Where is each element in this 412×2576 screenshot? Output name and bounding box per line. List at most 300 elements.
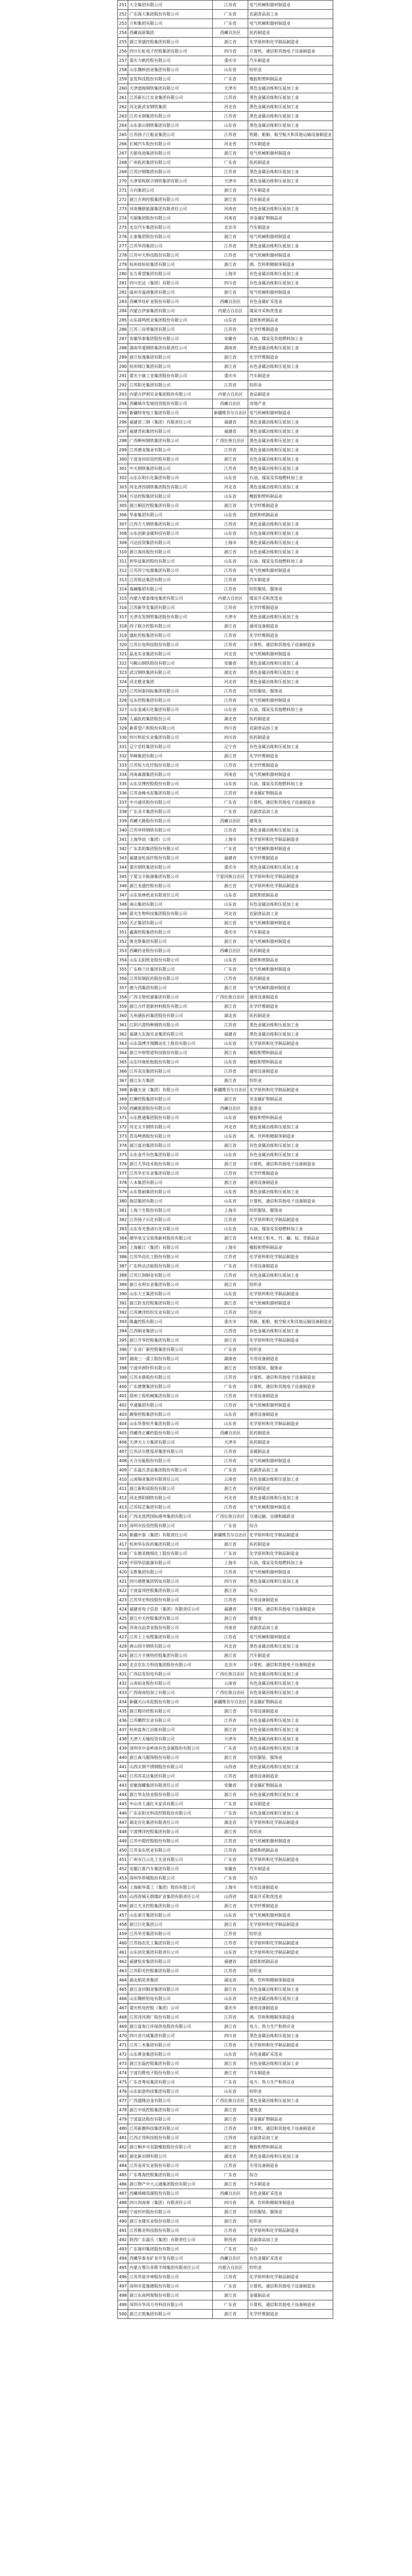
- table-row: [118, 1178, 333, 1188]
- rank-cell: 256: [118, 47, 128, 56]
- province-cell: 江苏省: [213, 1716, 248, 1725]
- table-row: [118, 47, 333, 56]
- industry-cell: 黑色金属冶炼和压延加工业: [248, 1123, 333, 1132]
- company-name-cell: 江苏金昇实业股份有限公司: [128, 2161, 213, 2171]
- province-cell: 浙江省: [213, 1234, 248, 1243]
- rank-cell: 326: [118, 696, 128, 705]
- industry-cell: 专用设备制造业: [248, 1883, 333, 1892]
- province-cell: 广东省: [213, 2245, 248, 2254]
- table-row: [118, 557, 333, 566]
- company-name-cell: 山东金升有色集团有限公司: [128, 1150, 213, 1160]
- industry-cell: 有色金属冶炼和压延加工业: [248, 1670, 333, 1679]
- province-cell: 湖北省: [213, 2152, 248, 2161]
- rank-cell: 429: [118, 1651, 128, 1660]
- table-row: [118, 2180, 333, 2189]
- table-row: [118, 1939, 333, 1948]
- rank-cell: 423: [118, 1596, 128, 1605]
- table-row: [118, 965, 333, 974]
- table-row: [118, 1327, 333, 1336]
- province-cell: 浙江省: [213, 622, 248, 631]
- province-cell: 浙江省: [213, 1725, 248, 1735]
- province-cell: 广东省: [213, 1744, 248, 1753]
- province-cell: 河南省: [213, 1623, 248, 1633]
- rank-cell: 394: [118, 1327, 128, 1336]
- industry-cell: 电气机械和器材制造业: [248, 149, 333, 158]
- company-name-cell: 内蒙古伊利实业集团股份有限公司: [128, 390, 213, 399]
- rank-cell: 343: [118, 854, 128, 863]
- province-cell: 浙江省: [213, 2180, 248, 2189]
- company-name-cell: 福建省电子信息（集团）有限责任公司: [128, 1605, 213, 1614]
- company-name-cell: 山东胜通集团股份有限公司: [128, 1113, 213, 1123]
- table-row: [118, 919, 333, 928]
- company-name-cell: 西子联合控股有限公司: [128, 622, 213, 631]
- rank-cell: 393: [118, 1317, 128, 1327]
- table-row: [118, 242, 333, 251]
- table-row: [118, 353, 333, 362]
- table-row: [118, 1577, 333, 1586]
- rank-cell: 332: [118, 752, 128, 761]
- province-cell: 广东省: [213, 2171, 248, 2180]
- table-row: [118, 1308, 333, 1317]
- company-name-cell: 江苏鹏欣实业有限公司: [128, 1716, 213, 1725]
- company-name-cell: 晶龙实业集团有限公司: [128, 650, 213, 659]
- table-row: [118, 613, 333, 622]
- table-row: [118, 483, 333, 492]
- table-row: [118, 900, 333, 909]
- table-row: [118, 1382, 333, 1392]
- table-row: [118, 1030, 333, 1039]
- company-name-cell: 江苏新潮科技集团有限公司: [128, 2124, 213, 2133]
- rank-cell: 466: [118, 1994, 128, 2004]
- company-name-cell: 浙江龙盛控股有限公司: [128, 882, 213, 891]
- rank-cell: 272: [118, 195, 128, 205]
- table-row: [118, 631, 333, 640]
- rank-cell: 445: [118, 1800, 128, 1809]
- industry-cell: 黑色金属冶炼和压延加工业: [248, 483, 333, 492]
- company-name-cell: 江苏三木集团有限公司: [128, 2041, 213, 2050]
- table-row: [118, 344, 333, 353]
- company-name-cell: 重庆机电控股（集团）公司: [128, 2004, 213, 2013]
- province-cell: 河南省: [213, 770, 248, 779]
- rank-cell: 305: [118, 501, 128, 511]
- industry-cell: 电力、热力生产和供应业: [248, 2022, 333, 2031]
- industry-cell: 化学原料和化学制品制造业: [248, 2273, 333, 2282]
- province-cell: 山东省: [213, 1225, 248, 1234]
- table-row: [118, 1095, 333, 1104]
- province-cell: 广东省: [213, 75, 248, 84]
- industry-cell: 黑色金属冶炼和压延加工业: [248, 677, 333, 687]
- province-cell: 浙江省: [213, 232, 248, 242]
- industry-cell: 纺织业: [248, 1308, 333, 1317]
- table-row: [118, 1549, 333, 1558]
- province-cell: 重庆市: [213, 928, 248, 937]
- company-name-cell: 温州市温商集团有限公司: [128, 288, 213, 297]
- company-name-cell: 广西北部湾国际港务集团有限公司: [128, 1512, 213, 1521]
- rank-cell: 433: [118, 1688, 128, 1698]
- rank-cell: 385: [118, 1243, 128, 1252]
- table-row: [118, 937, 333, 946]
- company-name-cell: 江西铜业集团公司: [128, 1327, 213, 1336]
- rank-cell: 444: [118, 1790, 128, 1800]
- rank-cell: 341: [118, 835, 128, 844]
- rank-cell: 464: [118, 1976, 128, 1985]
- company-name-cell: 湖北新冶钢有限公司: [128, 2152, 213, 2161]
- industry-cell: 化学原料和化学制品制造业: [248, 1252, 333, 1262]
- industry-cell: 黑色金属冶炼和压延加工业: [248, 177, 333, 186]
- industry-cell: 电气机械和器材制造业: [248, 19, 333, 28]
- rank-cell: 377: [118, 1169, 128, 1178]
- industry-cell: 有色金属冶炼和压延加工业: [248, 742, 333, 752]
- industry-cell: 专用设备制造业: [248, 1262, 333, 1271]
- company-name-cell: 天津渤海钢铁集团有限公司: [128, 84, 213, 93]
- company-name-cell: 江苏永钢集团有限公司: [128, 112, 213, 121]
- rank-cell: 463: [118, 1967, 128, 1976]
- province-cell: 江苏省: [213, 2041, 248, 2050]
- table-row: [118, 1132, 333, 1141]
- industry-cell: 电气机械和器材制造业: [248, 1911, 333, 1920]
- province-cell: 四川省: [213, 47, 248, 56]
- province-cell: 江苏省: [213, 696, 248, 705]
- table-row: [118, 2133, 333, 2143]
- province-cell: 安徽省: [213, 659, 248, 668]
- industry-cell: 金属制品业: [248, 1447, 333, 1456]
- table-row: [118, 1058, 333, 1067]
- province-cell: 山西省: [213, 1892, 248, 1902]
- province-cell: 广东省: [213, 844, 248, 854]
- industry-cell: 医药制造业: [248, 1438, 333, 1447]
- industry-cell: 化学纤维制造业: [248, 761, 333, 770]
- company-name-cell: 湖北宜化集团有限责任公司: [128, 1818, 213, 1827]
- table-row: [118, 316, 333, 325]
- table-row: [118, 1716, 333, 1725]
- province-cell: 广东省: [213, 1809, 248, 1818]
- industry-cell: 黑色金属冶炼和压延加工业: [248, 464, 333, 473]
- province-cell: 广西壮族自治区: [213, 1688, 248, 1698]
- province-cell: 河北省: [213, 909, 248, 919]
- table-row: [118, 19, 333, 28]
- province-cell: 江苏省: [213, 1308, 248, 1317]
- table-row: [118, 2115, 333, 2124]
- industry-cell: 电气机械和器材制造业: [248, 1401, 333, 1410]
- industry-cell: 黑色金属冶炼和压延加工业: [248, 1030, 333, 1039]
- table-row: [118, 1401, 333, 1410]
- province-cell: 福建省: [213, 1957, 248, 1967]
- table-row: [118, 659, 333, 668]
- province-cell: 重庆市: [213, 1317, 248, 1327]
- industry-cell: 医药制造业: [248, 158, 333, 167]
- company-name-cell: 江西方大钢铁集团有限公司: [128, 520, 213, 529]
- rank-cell: 255: [118, 38, 128, 47]
- rank-cell: 491: [118, 2226, 128, 2235]
- company-name-cell: 云南锡业集团有限责任公司: [128, 1475, 213, 1484]
- industry-cell: 纺织服装、服饰业: [248, 687, 333, 696]
- company-name-cell: 山东金诚石化集团有限公司: [128, 705, 213, 715]
- industry-cell: 化学原料和化学制品制造业: [248, 1920, 333, 1929]
- rank-cell: 306: [118, 511, 128, 520]
- industry-cell: 计算机、通信和其他电子设备制造业: [248, 1660, 333, 1670]
- industry-cell: 化学原料和化学制品制造业: [248, 1086, 333, 1095]
- table-row: [118, 167, 333, 177]
- company-name-cell: 宁波富达股份有限公司: [128, 2115, 213, 2124]
- province-cell: 北京市: [213, 1660, 248, 1670]
- rank-cell: 496: [118, 2273, 128, 2282]
- rank-cell: 428: [118, 1642, 128, 1651]
- industry-cell: 通用设备制造业: [248, 1178, 333, 1188]
- province-cell: 宁夏回族自治区: [213, 872, 248, 882]
- table-row: [118, 1967, 333, 1976]
- table-row: [118, 1688, 333, 1698]
- province-cell: 四川省: [213, 1577, 248, 1586]
- company-name-cell: 新疆天业（集团）有限公司: [128, 1086, 213, 1095]
- company-name-cell: 浙江新和成股份有限公司: [128, 1484, 213, 1494]
- rank-cell: 367: [118, 1076, 128, 1086]
- table-row: [118, 399, 333, 409]
- company-name-cell: 江苏金东纸业有限公司: [128, 1846, 213, 1855]
- table-row: [118, 1892, 333, 1902]
- industry-cell: 黑色金属冶炼和压延加工业: [248, 538, 333, 548]
- rank-cell: 257: [118, 56, 128, 65]
- table-row: [118, 1243, 333, 1252]
- rank-cell: 435: [118, 1707, 128, 1716]
- company-name-cell: 河南森源集团有限公司: [128, 770, 213, 779]
- rank-cell: 331: [118, 742, 128, 752]
- rank-cell: 290: [118, 362, 128, 371]
- province-cell: 江苏省: [213, 1447, 248, 1456]
- table-row: [118, 2096, 333, 2106]
- province-cell: 浙江省: [213, 1902, 248, 1911]
- company-name-cell: 杭州锦江集团有限公司: [128, 362, 213, 371]
- company-name-cell: 上海振华重工（集团）股份有限公司: [128, 1883, 213, 1892]
- industry-cell: 纺织业: [248, 1280, 333, 1290]
- company-name-cell: 上海华谊（集团）公司: [128, 835, 213, 844]
- company-name-cell: 江苏悦达集团有限公司: [128, 575, 213, 585]
- province-cell: 内蒙古自治区: [213, 2263, 248, 2273]
- rank-cell: 418: [118, 1549, 128, 1558]
- industry-cell: 非金属矿物制品业: [248, 214, 333, 223]
- industry-cell: 汽车制造业: [248, 195, 333, 205]
- table-row: [118, 455, 333, 464]
- province-cell: 江苏省: [213, 2161, 248, 2171]
- company-name-cell: 山东晨鸣纸业集团股份有限公司: [128, 316, 213, 325]
- company-name-cell: 唐山国丰钢铁有限公司: [128, 1642, 213, 1651]
- industry-cell: 黑色金属冶炼和压延加工业: [248, 436, 333, 446]
- company-name-cell: 广东省广新控股集团有限公司: [128, 1345, 213, 1354]
- rank-cell: 473: [118, 2059, 128, 2069]
- industry-cell: 汽车制造业: [248, 140, 333, 149]
- province-cell: 北京市: [213, 223, 248, 232]
- rank-cell: 470: [118, 2031, 128, 2041]
- province-cell: 河北省: [213, 483, 248, 492]
- company-name-cell: 广东粤海控股集团有限公司: [128, 2171, 213, 2180]
- table-row: [118, 529, 333, 538]
- rank-cell: 361: [118, 1021, 128, 1030]
- province-cell: 江苏省: [213, 1392, 248, 1401]
- province-cell: 湖南省: [213, 344, 248, 353]
- industry-cell: 纺织业: [248, 2217, 333, 2226]
- rank-cell: 414: [118, 1512, 128, 1521]
- industry-cell: 造纸和纸制品业: [248, 511, 333, 520]
- province-cell: 浙江省: [213, 2291, 248, 2300]
- rank-cell: 295: [118, 409, 128, 418]
- province-cell: 广东省: [213, 1345, 248, 1354]
- rank-cell: 275: [118, 223, 128, 232]
- company-name-cell: 人福医药集团股份公司: [128, 715, 213, 724]
- table-row: [118, 2235, 333, 2245]
- industry-cell: 通用设备制造业: [248, 1067, 333, 1076]
- province-cell: 内蒙古自治区: [213, 594, 248, 603]
- table-row: [118, 1354, 333, 1364]
- rank-cell: 330: [118, 733, 128, 742]
- rank-cell: 475: [118, 2078, 128, 2087]
- province-cell: 四川省: [213, 724, 248, 733]
- table-row: [118, 2013, 333, 2022]
- rank-cell: 319: [118, 631, 128, 640]
- industry-cell: 建筑业: [248, 817, 333, 826]
- industry-cell: 农副食品加工业: [248, 807, 333, 817]
- province-cell: 山东省: [213, 473, 248, 483]
- company-name-cell: 福建恒安集团有限公司: [128, 1957, 213, 1967]
- industry-cell: 酒、饮料和精制茶制造业: [248, 1976, 333, 1985]
- company-name-cell: 浙江富春江环保热电股份有限公司: [128, 2022, 213, 2031]
- company-name-cell: 江苏苏盐井神股份有限公司: [128, 2273, 213, 2282]
- company-name-cell: 山东鲁丽集团有限公司: [128, 1188, 213, 1197]
- industry-cell: 医药制造业: [248, 1484, 333, 1494]
- industry-cell: 汽车制造业: [248, 371, 333, 381]
- rank-cell: 462: [118, 1957, 128, 1967]
- province-cell: 江苏省: [213, 1456, 248, 1466]
- table-row: [118, 2161, 333, 2171]
- province-cell: 福建省: [213, 1030, 248, 1039]
- province-cell: 浙江省: [213, 501, 248, 511]
- province-cell: 浙江省: [213, 2059, 248, 2069]
- province-cell: 山东省: [213, 1197, 248, 1206]
- rank-cell: 396: [118, 1345, 128, 1354]
- rank-cell: 252: [118, 10, 128, 19]
- rank-cell: 376: [118, 1160, 128, 1169]
- company-name-cell: 河南豫联能源集团有限责任公司: [128, 205, 213, 214]
- rank-cell: 408: [118, 1456, 128, 1466]
- table-row: [118, 835, 333, 844]
- province-cell: 江苏省: [213, 1215, 248, 1225]
- company-name-cell: 山东淄博齐翔腾达化工股份有限公司: [128, 1039, 213, 1048]
- province-cell: 浙江省: [213, 937, 248, 946]
- province-cell: 福建省: [213, 1605, 248, 1614]
- industry-cell: 黑色金属冶炼和压延加工业: [248, 1188, 333, 1197]
- table-row: [118, 1623, 333, 1633]
- table-row: [118, 75, 333, 84]
- province-cell: 浙江省: [213, 1364, 248, 1373]
- industry-cell: 汽车制造业: [248, 56, 333, 65]
- table-row: [118, 2041, 333, 2050]
- company-name-cell: 四川德胜集团钒钛有限公司: [128, 1577, 213, 1586]
- rank-cell: 427: [118, 1633, 128, 1642]
- rank-cell: 303: [118, 483, 128, 492]
- industry-cell: 石油、煤炭及其他燃料加工业: [248, 779, 333, 789]
- industry-cell: 有色金属矿采选业: [248, 297, 333, 307]
- company-name-cell: 西藏华泰龙矿业开发有限公司: [128, 2254, 213, 2263]
- industry-cell: 计算机、通信和其他电子设备制造业: [248, 1197, 333, 1206]
- table-row: [118, 2050, 333, 2059]
- rank-cell: 497: [118, 2282, 128, 2291]
- industry-cell: 通用设备制造业: [248, 622, 333, 631]
- company-name-cell: 四川科伦实业集团有限公司: [128, 733, 213, 742]
- province-cell: 广东省: [213, 1800, 248, 1809]
- company-name-cell: 广东温氏食品集团股份有限公司: [128, 1466, 213, 1475]
- province-cell: 江苏省: [213, 1503, 248, 1512]
- table-row: [118, 251, 333, 260]
- table-row: [118, 1234, 333, 1243]
- industry-cell: 有色金属冶炼和压延加工业: [248, 2059, 333, 2069]
- province-cell: 山东省: [213, 1948, 248, 1957]
- industry-cell: 电气机械和器材制造业: [248, 770, 333, 779]
- industry-cell: 农副食品加工业: [248, 2235, 333, 2245]
- company-name-cell: 亨通集团有限公司: [128, 1401, 213, 1410]
- industry-cell: 黑色金属冶炼和压延加工业: [248, 1494, 333, 1503]
- province-cell: 浙江省: [213, 1586, 248, 1596]
- province-cell: 山东省: [213, 956, 248, 965]
- company-name-cell: 徐州工程机械集团有限公司: [128, 1392, 213, 1401]
- province-cell: 浙江省: [213, 752, 248, 761]
- company-name-cell: 河北津西钢铁集团股份有限公司: [128, 483, 213, 492]
- rank-cell: 482: [118, 2143, 128, 2152]
- rank-cell: 478: [118, 2106, 128, 2115]
- company-name-cell: 江苏华西集团公司: [128, 242, 213, 251]
- company-name-cell: 陕西广东温氏（集团）有限责任公司: [128, 2235, 213, 2245]
- company-name-cell: 江苏恒力化纤股份有限公司: [128, 761, 213, 770]
- industry-cell: 黑色金属冶炼和压延加工业: [248, 418, 333, 427]
- company-name-cell: 长城汽车股份有限公司: [128, 140, 213, 149]
- table-row: [118, 2273, 333, 2282]
- company-name-cell: 内蒙古鄂尔多斯羊绒集团有限责任公司: [128, 2263, 213, 2273]
- company-name-cell: 湖北稻花香集团: [128, 1976, 213, 1985]
- industry-cell: 纺织业: [248, 1827, 333, 1837]
- company-name-cell: 深圳市华讯方舟科技有限公司: [128, 2300, 213, 2310]
- industry-cell: 酒、饮料和精制茶制造业: [248, 260, 333, 269]
- rank-cell: 432: [118, 1679, 128, 1688]
- rank-cell: 321: [118, 650, 128, 659]
- table-row: [118, 1438, 333, 1447]
- industry-cell: 化学原料和化学制品制造业: [248, 2226, 333, 2235]
- rank-cell: 285: [118, 316, 128, 325]
- industry-cell: 化学原料和化学制品制造业: [248, 1215, 333, 1225]
- rank-cell: 465: [118, 1985, 128, 1994]
- rank-cell: 349: [118, 909, 128, 919]
- rank-cell: 487: [118, 2189, 128, 2198]
- company-name-cell: 福建省三钢（集团）有限责任公司: [128, 418, 213, 427]
- company-name-cell: 广东格兰仕集团有限公司: [128, 965, 213, 974]
- industry-cell: 有色金属冶炼和压延加工业: [248, 269, 333, 279]
- table-row: [118, 1846, 333, 1855]
- industry-cell: 计算机、通信和其他电子设备制造业: [248, 1605, 333, 1614]
- company-name-cell: 西藏天路股份有限公司: [128, 817, 213, 826]
- industry-cell: 纺织业: [248, 1076, 333, 1086]
- table-body: [118, 1, 333, 2319]
- table-row: [118, 1865, 333, 1874]
- industry-cell: 农副食品加工业: [248, 909, 333, 919]
- province-cell: 浙江省: [213, 1790, 248, 1800]
- rank-cell: 355: [118, 965, 128, 974]
- province-cell: 浙江省: [213, 1095, 248, 1104]
- rank-cell: 461: [118, 1948, 128, 1957]
- rank-cell: 369: [118, 1095, 128, 1104]
- rank-cell: 263: [118, 112, 128, 121]
- province-cell: 广东省: [213, 2300, 248, 2310]
- rank-cell: 279: [118, 260, 128, 269]
- company-name-cell: 隆鑫控股有限公司: [128, 1317, 213, 1327]
- rank-cell: 253: [118, 19, 128, 28]
- company-name-cell: 西藏药业股份有限公司: [128, 946, 213, 956]
- industry-cell: 黑色金属冶炼和压延加工业: [248, 613, 333, 622]
